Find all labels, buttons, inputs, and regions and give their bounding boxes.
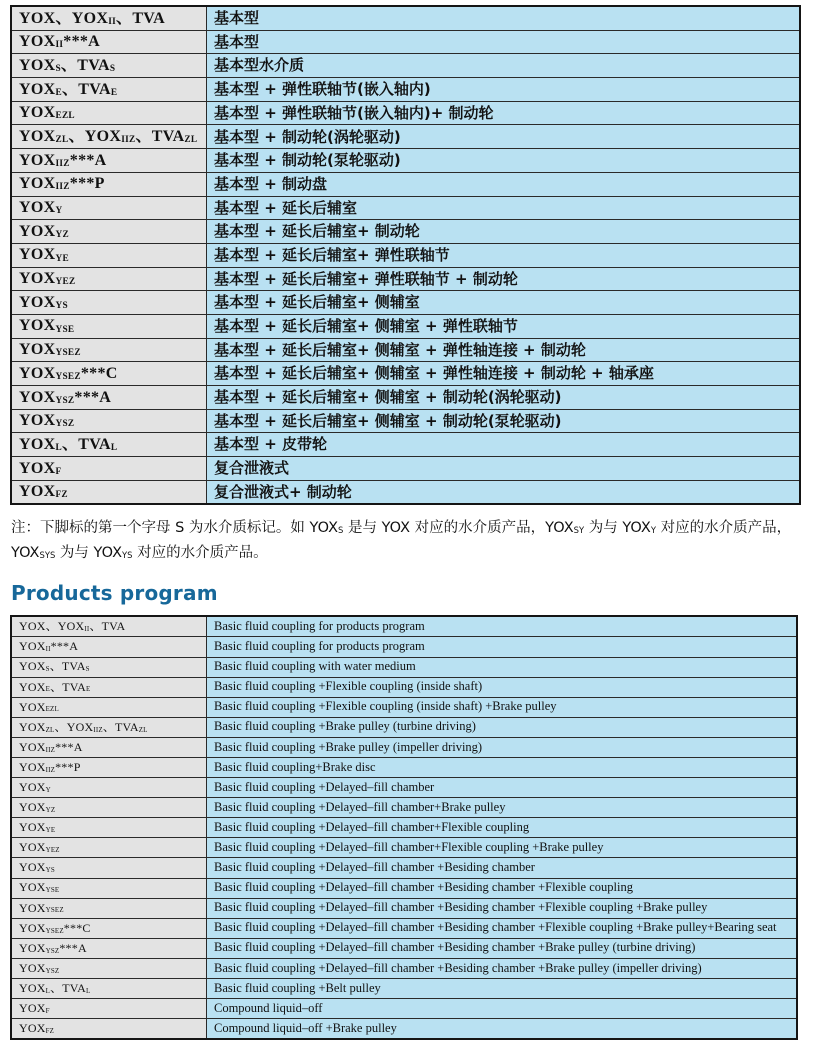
table-row — [11, 6, 800, 30]
table-row — [11, 737, 797, 757]
description-cell-cn: 基本型 + 延长后辅室+ 侧辅室 + 弹性联轴节 — [207, 314, 801, 338]
description-cell-en: Basic fluid coupling +Delayed–fill chamber+Brake pulley — [207, 798, 798, 818]
description-cell-en: Basic fluid coupling +Delayed–fill chamber +Besiding chamber +Flexible coupling +Brake pulley — [207, 898, 798, 918]
table-row — [11, 101, 800, 125]
description-cell-cn: 基本型 + 制动轮(泵轮驱动) — [207, 149, 801, 173]
table-row — [11, 979, 797, 999]
model-code-cell: $YOX_{YSE}$ — [11, 878, 207, 898]
description-cell-cn: 基本型 + 延长后辅室+ 侧辅室 + 制动轮(泵轮驱动) — [207, 409, 801, 433]
table-row — [11, 677, 797, 697]
model-code-cell: $YOX_{FZ}$ — [11, 1019, 207, 1040]
model-code-cell: $YOX_F$ — [11, 457, 207, 481]
description-cell-en: Basic fluid coupling +Belt pulley — [207, 979, 798, 999]
description-cell-en: Basic fluid coupling +Delayed–fill chamber +Besiding chamber +Flexible coupling +Brake pulley+Bearing seat — [207, 918, 798, 938]
table-row — [11, 314, 800, 338]
table-row — [11, 149, 800, 173]
description-cell-cn: 基本型 + 皮带轮 — [207, 433, 801, 457]
model-code-cell: $YOX_S$、$TVA_S$ — [11, 54, 207, 78]
description-cell-cn: 基本型 — [207, 30, 801, 54]
footnote: 注：下脚标的第一个字母 S 为水介质标记。如 $YOX_S$ 是与 YOX 对应的水介质产品，$YOX_{SY}$ 为与 $YOX_Y$ 对应的水介质产品，$YOX_{SYS}$ 为与 $YOX_{YS}$ 对应的水介质产品。 — [11, 520, 792, 562]
description-cell-cn: 基本型 + 延长后辅室+ 弹性联轴节 — [207, 243, 801, 267]
table-row — [11, 291, 800, 315]
model-code-cell: $YOX_{ZL}$、$YOX_{IIZ}$、$TVA_{ZL}$ — [11, 717, 207, 737]
description-cell-en: Basic fluid coupling +Delayed–fill chamber +Besiding chamber — [207, 858, 798, 878]
description-cell-en: Basic fluid coupling for products program — [207, 616, 798, 637]
table-row — [11, 386, 800, 410]
table-row — [11, 457, 800, 481]
model-code-cell: $YOX_{YSEZ}$ — [11, 898, 207, 918]
table-row — [11, 697, 797, 717]
table-row — [11, 78, 800, 102]
model-code-cell: $YOX_L$、$TVA_L$ — [11, 433, 207, 457]
model-code-cell: $YOX_L$、$TVA_L$ — [11, 979, 207, 999]
description-cell-cn: 基本型 + 延长后辅室+ 制动轮 — [207, 220, 801, 244]
description-cell-en: Basic fluid coupling +Delayed–fill chamber+Flexible coupling +Brake pulley — [207, 838, 798, 858]
description-cell-en: Basic fluid coupling with water medium — [207, 657, 798, 677]
model-code-cell: YOX、$YOX_{II}$、TVA — [11, 616, 207, 637]
table-row — [11, 657, 797, 677]
table-row — [11, 938, 797, 958]
table-row — [11, 958, 797, 978]
description-cell-cn: 基本型 + 延长后辅室+ 侧辅室 + 弹性轴连接 + 制动轮 — [207, 338, 801, 362]
table-row — [11, 898, 797, 918]
products-program-table-en — [10, 615, 798, 1040]
table-row — [11, 54, 800, 78]
description-cell-en: Basic fluid coupling +Delayed–fill chamber +Besiding chamber +Brake pulley (turbine driving) — [207, 938, 798, 958]
model-code-cell: $YOX_{YSEZ}***C$ — [11, 362, 207, 386]
description-cell-en: Basic fluid coupling +Brake pulley (impeller driving) — [207, 737, 798, 757]
description-cell-en: Basic fluid coupling +Brake pulley (turbine driving) — [207, 717, 798, 737]
model-code-cell: $YOX_{YSZ}***A$ — [11, 938, 207, 958]
table-row — [11, 999, 797, 1019]
description-cell-cn: 基本型 — [207, 6, 801, 30]
table-row — [11, 196, 800, 220]
model-code-cell: $YOX_{EZL}$ — [11, 101, 207, 125]
model-code-cell: $YOX_{IIZ}***P$ — [11, 172, 207, 196]
table-row — [11, 798, 797, 818]
model-code-cell: $YOX_{YZ}$ — [11, 798, 207, 818]
description-cell-cn: 基本型 + 弹性联轴节(嵌入轴内)+ 制动轮 — [207, 101, 801, 125]
model-code-cell: $YOX_{EZL}$ — [11, 697, 207, 717]
model-code-cell: YOX、$YOX_{II}$、TVA — [11, 6, 207, 30]
description-cell-cn: 基本型水介质 — [207, 54, 801, 78]
model-code-cell: $YOX_S$、$TVA_S$ — [11, 657, 207, 677]
table-row — [11, 1019, 797, 1040]
description-cell-cn: 基本型 + 延长后辅室+ 侧辅室 + 制动轮(涡轮驱动) — [207, 386, 801, 410]
table-row — [11, 480, 800, 504]
table-row — [11, 818, 797, 838]
model-code-cell: $YOX_{YEZ}$ — [11, 838, 207, 858]
description-cell-en: Basic fluid coupling +Flexible coupling (inside shaft) +Brake pulley — [207, 697, 798, 717]
description-cell-cn: 基本型 + 制动盘 — [207, 172, 801, 196]
model-code-cell: $YOX_F$ — [11, 999, 207, 1019]
description-cell-en: Basic fluid coupling +Delayed–fill chamber +Besiding chamber +Brake pulley (impeller driving) — [207, 958, 798, 978]
description-cell-cn: 基本型 + 延长后辅室+ 侧辅室 + 弹性轴连接 + 制动轮 + 轴承座 — [207, 362, 801, 386]
table-row — [11, 433, 800, 457]
table-row — [11, 858, 797, 878]
model-code-cell: $YOX_{YSZ}***A$ — [11, 386, 207, 410]
table-row — [11, 30, 800, 54]
description-cell-cn: 复合泄液式 — [207, 457, 801, 481]
description-cell-en: Basic fluid coupling +Flexible coupling (inside shaft) — [207, 677, 798, 697]
model-code-cell: $YOX_{YEZ}$ — [11, 267, 207, 291]
table-row — [11, 267, 800, 291]
table-row — [11, 778, 797, 798]
model-code-cell: $YOX_{IIZ}***P$ — [11, 757, 207, 777]
model-code-cell: $YOX_{YSEZ}***C$ — [11, 918, 207, 938]
model-table-cn — [10, 5, 801, 505]
description-cell-en: Basic fluid coupling +Delayed–fill chamber +Besiding chamber +Flexible coupling — [207, 878, 798, 898]
model-code-cell: $YOX_{II}***A$ — [11, 30, 207, 54]
model-code-cell: $YOX_{YS}$ — [11, 291, 207, 315]
table-row — [11, 220, 800, 244]
description-cell-cn: 基本型 + 弹性联轴节(嵌入轴内) — [207, 78, 801, 102]
table-row — [11, 637, 797, 657]
table-row — [11, 878, 797, 898]
table-row — [11, 338, 800, 362]
model-code-cell: $YOX_E$、$TVA_E$ — [11, 677, 207, 697]
table-row — [11, 717, 797, 737]
description-cell-en: Basic fluid coupling +Delayed–fill chamber — [207, 778, 798, 798]
description-cell-cn: 基本型 + 制动轮(涡轮驱动) — [207, 125, 801, 149]
model-code-cell: $YOX_{YSZ}$ — [11, 409, 207, 433]
description-cell-en: Compound liquid–off — [207, 999, 798, 1019]
model-code-cell: $YOX_{YSE}$ — [11, 314, 207, 338]
model-code-cell: $YOX_{YSZ}$ — [11, 958, 207, 978]
model-code-cell: $YOX_{II}***A$ — [11, 637, 207, 657]
model-code-cell: $YOX_Y$ — [11, 778, 207, 798]
description-cell-cn: 基本型 + 延长后辅室 — [207, 196, 801, 220]
description-cell-en: Compound liquid–off +Brake pulley — [207, 1019, 798, 1040]
table-row — [11, 125, 800, 149]
model-code-cell: $YOX_Y$ — [11, 196, 207, 220]
table-row — [11, 243, 800, 267]
model-code-cell: $YOX_{IIZ}***A$ — [11, 149, 207, 173]
table-row — [11, 172, 800, 196]
table-row — [11, 616, 797, 637]
table-row — [11, 838, 797, 858]
model-code-cell: $YOX_{YSEZ}$ — [11, 338, 207, 362]
description-cell-cn: 基本型 + 延长后辅室+ 侧辅室 — [207, 291, 801, 315]
model-code-cell: $YOX_E$、$TVA_E$ — [11, 78, 207, 102]
section-heading: Products program — [11, 581, 218, 606]
description-cell-en: Basic fluid coupling for products program — [207, 637, 798, 657]
table-row — [11, 362, 800, 386]
model-code-cell: $YOX_{YZ}$ — [11, 220, 207, 244]
table-row — [11, 918, 797, 938]
model-code-cell: $YOX_{IIZ}***A$ — [11, 737, 207, 757]
model-code-cell: $YOX_{ZL}$、$YOX_{IIZ}$、$TVA_{ZL}$ — [11, 125, 207, 149]
model-code-cell: $YOX_{YE}$ — [11, 243, 207, 267]
model-code-cell: $YOX_{YS}$ — [11, 858, 207, 878]
description-cell-en: Basic fluid coupling +Delayed–fill chamber+Flexible coupling — [207, 818, 798, 838]
model-code-cell: $YOX_{FZ}$ — [11, 480, 207, 504]
description-cell-cn: 复合泄液式+ 制动轮 — [207, 480, 801, 504]
model-code-cell: $YOX_{YE}$ — [11, 818, 207, 838]
description-cell-cn: 基本型 + 延长后辅室+ 弹性联轴节 + 制动轮 — [207, 267, 801, 291]
description-cell-en: Basic fluid coupling+Brake disc — [207, 757, 798, 777]
table-row — [11, 757, 797, 777]
table-row — [11, 409, 800, 433]
